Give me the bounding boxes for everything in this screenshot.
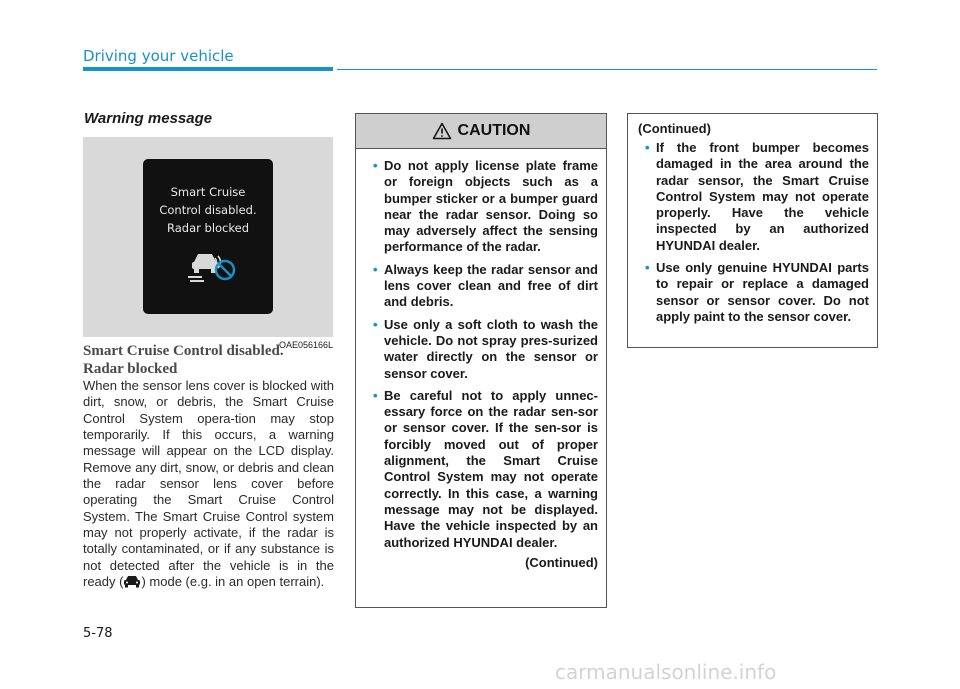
lcd-display (143, 159, 273, 314)
caution-item-text: Use only a soft cloth to wash the vehicle. Do not spray pres-surized water directly on the sensor or sensor cover. (384, 316, 598, 381)
header-rule-thin (337, 69, 877, 70)
lcd-line-2: Control disabled. (159, 203, 257, 217)
caution-title: CAUTION (457, 122, 531, 139)
lcd-line-3: Radar blocked (167, 221, 249, 235)
warning-figure (83, 137, 333, 350)
section-header: Driving your vehicle (83, 47, 234, 65)
lcd-line-1: Smart Cruise (170, 185, 246, 199)
car-ready-icon (123, 574, 141, 588)
continuation-list (636, 140, 869, 325)
lcd-message (143, 183, 273, 237)
bullet-icon: • (373, 316, 378, 332)
bullet-icon: • (645, 140, 650, 155)
body-text-before: When the sensor lens cover is blocked with dirt, snow, or debris, the Smart Cruise Control System opera-tion may stop temporarily. If this occurs, a warning message will appear on the LCD display. Remove any dirt, snow, or debris and clean the radar sensor lens cover before operating the Smart Cruise Control System. The Smart Cruise Control system may not properly activate, if the radar is totally contaminated, or if any substance is not detected after the vehicle is in the ready ( (83, 378, 334, 590)
body-text-after: ) mode (e.g. in an open terrain). (141, 574, 325, 590)
subsection-title: Warning message (84, 110, 213, 127)
header-rule-thick (83, 67, 333, 71)
caption-line-1: Smart Cruise Control disabled. (83, 343, 284, 359)
caution-item-text: If the front bumper becomes damaged in the area around the radar sensor, the Smart Cruise Control System may not operate properly. Have the vehicle inspected by an authorized HYUNDAI dealer. (656, 140, 869, 253)
caution-list (364, 158, 598, 551)
caution-item (636, 140, 869, 254)
caution-item-text: Be careful not to apply unnec-essary force on the radar sen-sor or sensor cover. If the sen-sor is forcibly moved out of proper alignment, the Smart Cruise Control System may not operate correctly. In this case, a warning message may not be displayed. Have the vehicle inspected by an authorized HYUNDAI dealer. (384, 387, 598, 550)
watermark: carmanualsonline.info (555, 660, 777, 684)
caution-item (636, 260, 869, 325)
radar-blocked-icon (188, 244, 236, 284)
bullet-icon: • (373, 261, 378, 277)
continuation-box (627, 113, 878, 348)
warning-triangle-icon (432, 122, 452, 140)
caution-item (364, 262, 598, 311)
caution-item (364, 388, 598, 551)
continued-label: (Continued) (525, 554, 598, 570)
caution-box (355, 113, 607, 608)
continued-heading: (Continued) (638, 121, 711, 136)
bullet-icon: • (373, 387, 378, 403)
caption-line-2: Radar blocked (83, 361, 178, 377)
caution-item-text: Use only genuine HYUNDAI parts to repair or replace a damaged sensor or sensor cover. Do not apply paint to the sensor cover. (656, 260, 869, 324)
continuation-body (628, 114, 877, 325)
caution-item (364, 317, 598, 382)
page-number: 5-78 (83, 626, 113, 641)
caution-item-text: Always keep the radar sensor and lens cover clean and free of dirt and debris. (384, 261, 598, 310)
figure-caption (83, 342, 343, 378)
bullet-icon: • (373, 158, 378, 173)
figure-code: OAE056166L (278, 340, 333, 350)
caution-header (356, 114, 606, 149)
caution-item (364, 158, 598, 256)
caution-item-text: Do not apply license plate frame or foreign objects such as a bumper sticker or a bumper guard near the radar sensor. Doing so may adversely affect the sensing performance of the radar. (384, 158, 598, 255)
caution-body (356, 149, 606, 570)
bullet-icon: • (645, 260, 650, 276)
body-paragraph (83, 378, 334, 590)
